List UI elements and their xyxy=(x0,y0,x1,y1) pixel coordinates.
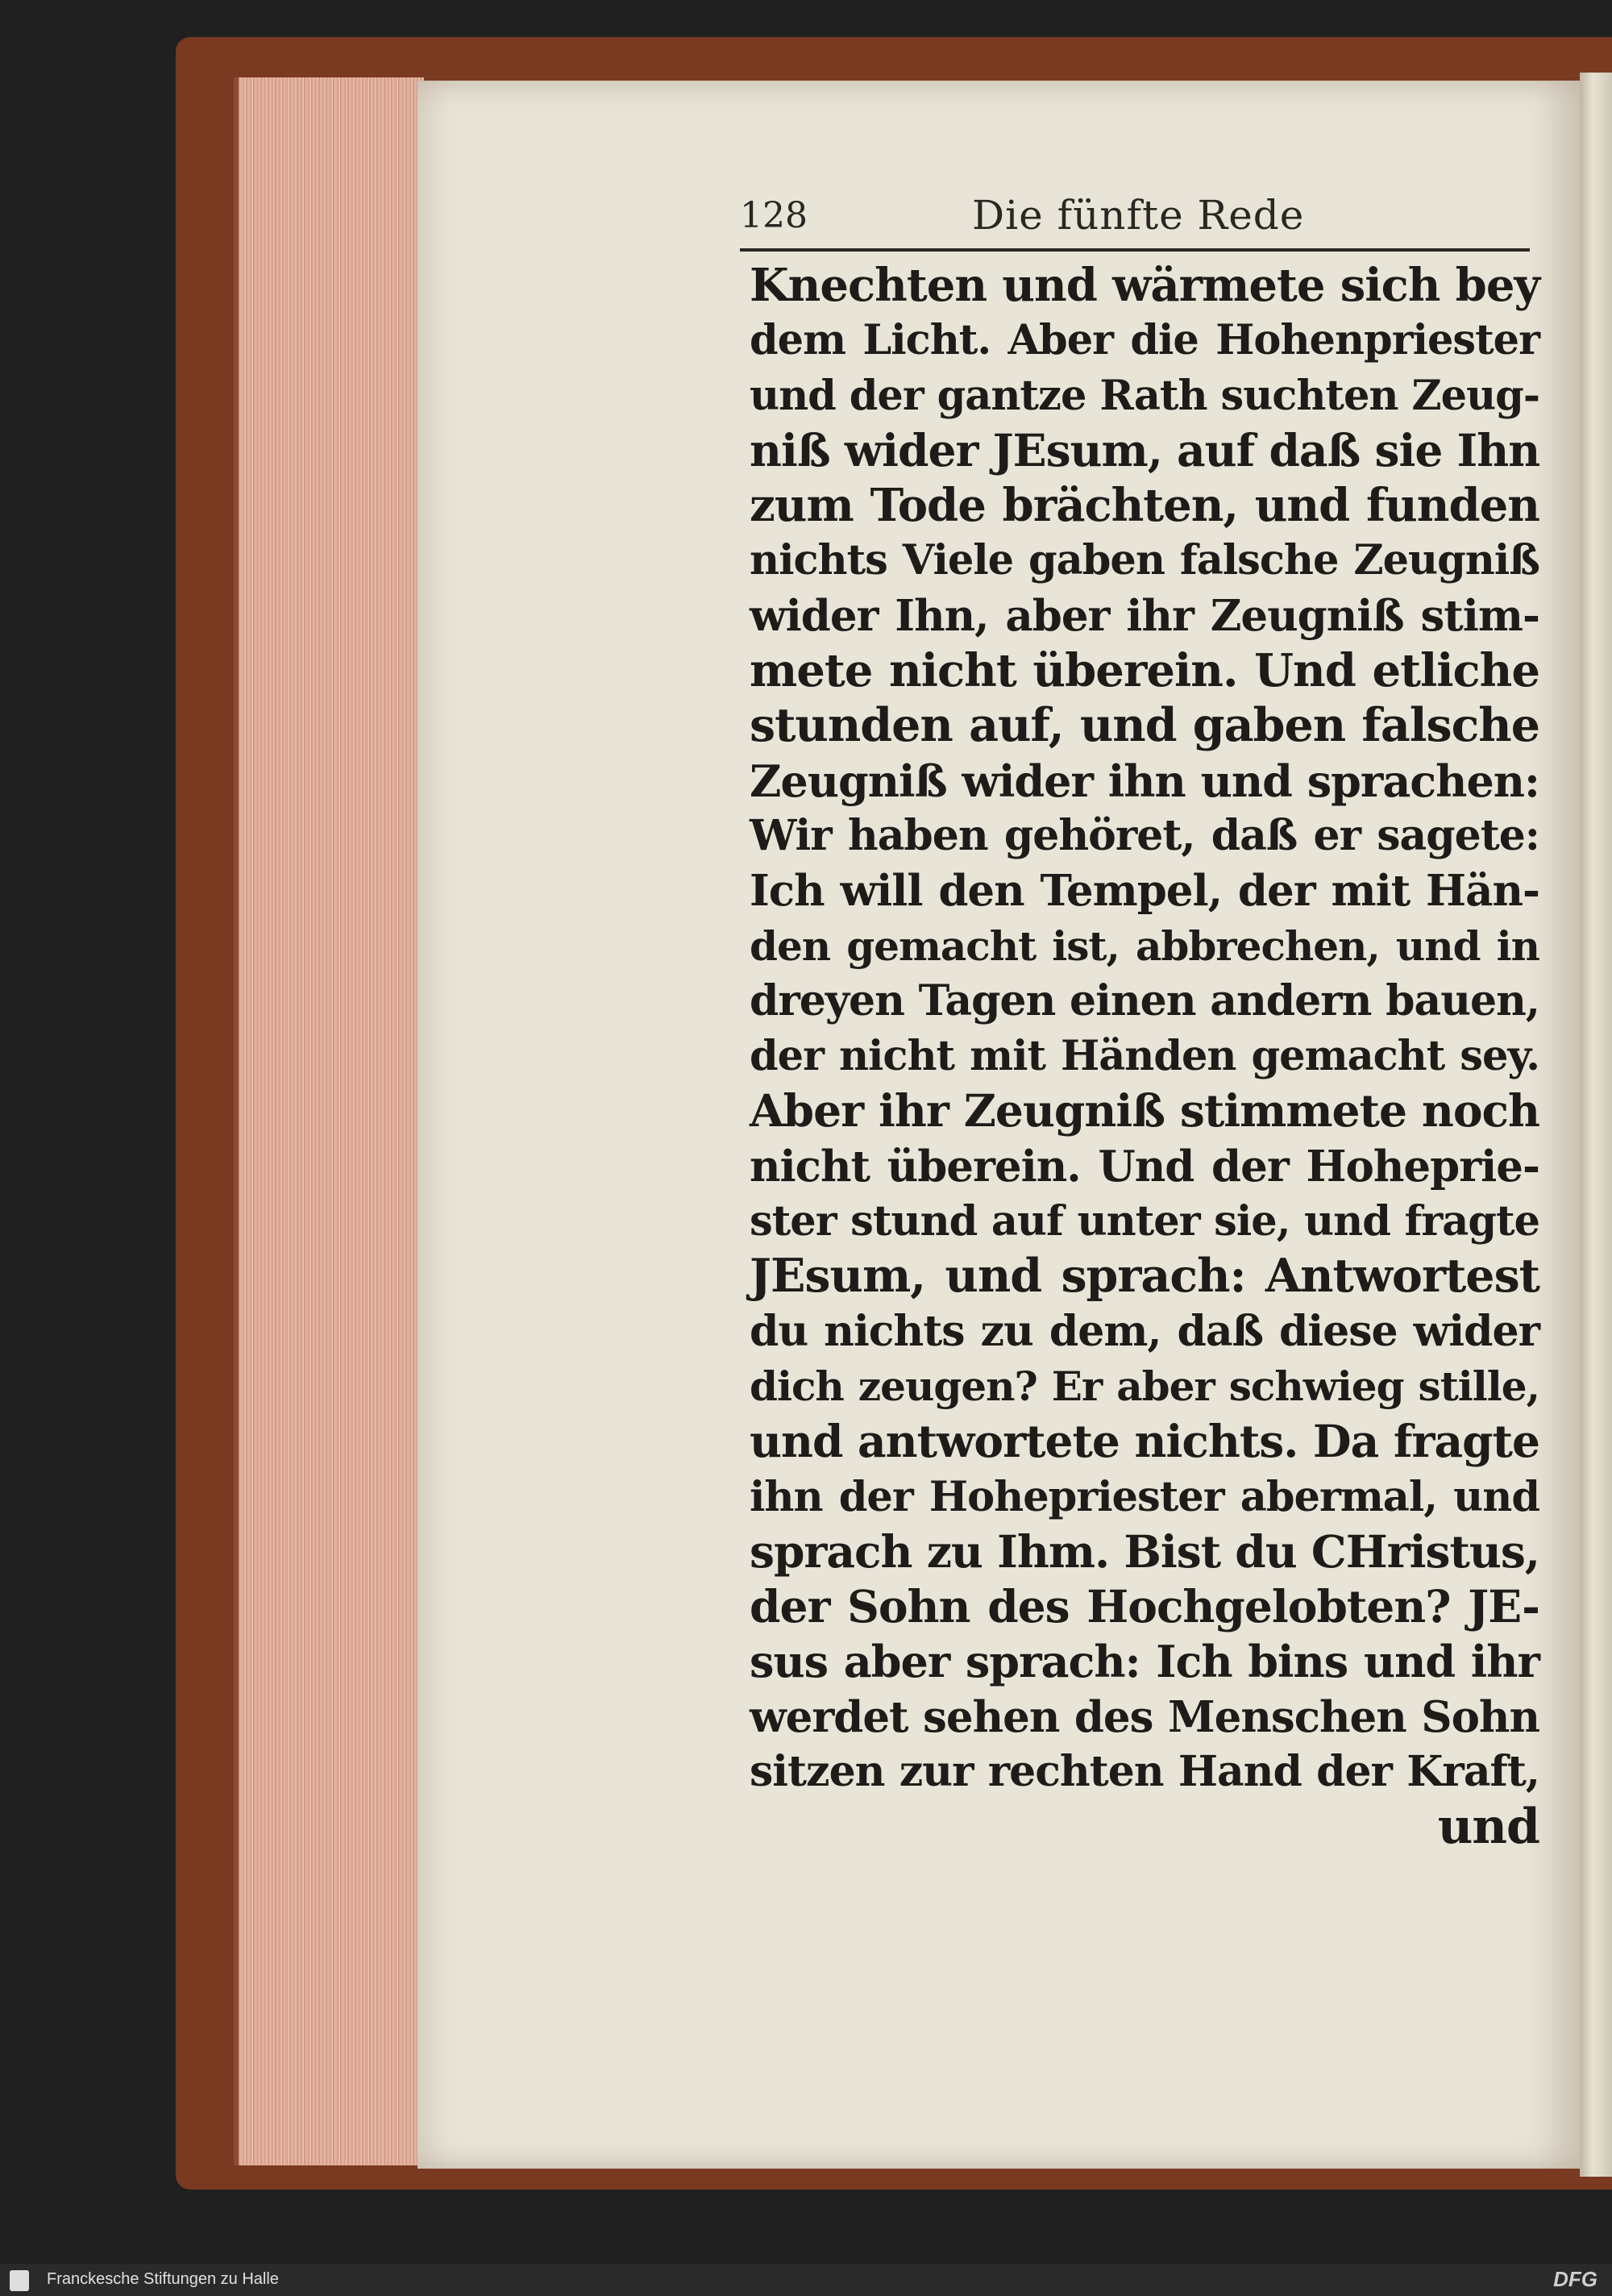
page-edges xyxy=(234,77,424,2165)
text-line: ihn der Hohepriester abermal, und xyxy=(750,1472,1539,1521)
text-line: ster stund auf unter sie, und fragte xyxy=(750,1197,1539,1246)
text-line: niß wider JEsum, auf daß sie Ihn xyxy=(750,423,1540,476)
text-line: dem Licht. Aber die Hohenpriester xyxy=(750,316,1539,365)
text-line: der Sohn des Hochgelobten? JE- xyxy=(750,1580,1539,1633)
text-line: Knechten und wärmete sich bey xyxy=(750,259,1539,312)
dfg-logo: DFG xyxy=(1553,2267,1597,2291)
body-text xyxy=(750,258,1539,1855)
page-gutter xyxy=(1580,73,1612,2177)
running-head xyxy=(740,192,1530,252)
institution-name: Franckesche Stiftungen zu Halle xyxy=(47,2270,279,2288)
catchword: und xyxy=(1437,1799,1539,1856)
text-line: nicht überein. Und der Hoheprie- xyxy=(750,1141,1539,1192)
running-head-title: Die fünfte Rede xyxy=(972,192,1305,239)
text-line: dreyen Tagen einen andern bauen, xyxy=(750,975,1539,1025)
text-line: dich zeugen? Er aber schwieg stille, xyxy=(750,1362,1539,1410)
text-line: Zeugniß wider ihn und sprachen: xyxy=(750,755,1539,807)
text-line: du nichts zu dem, daß diese wider xyxy=(750,1306,1539,1356)
text-line: sprach zu Ihm. Bist du CHristus, xyxy=(750,1524,1539,1578)
text-line: der nicht mit Händen gemacht sey. xyxy=(750,1032,1539,1081)
text-line: und der gantze Rath suchten Zeug- xyxy=(750,371,1539,420)
text-line: sitzen zur rechten Hand der Kraft, xyxy=(750,1747,1539,1797)
text-line: wider Ihn, aber ihr Zeugniß stim- xyxy=(750,590,1539,641)
text-line: Ich will den Tempel, der mit Hän- xyxy=(750,866,1539,917)
text-line: werdet sehen des Menschen Sohn xyxy=(750,1691,1539,1742)
page-number: 128 xyxy=(740,195,808,236)
text-line: mete nicht überein. Und etliche xyxy=(750,644,1539,698)
text-line: nichts Viele gaben falsche Zeugniß xyxy=(750,536,1539,585)
text-line: stunden auf, und gaben falsche xyxy=(750,698,1539,753)
institution-logo-icon xyxy=(10,2270,29,2291)
text-line: Wir haben gehöret, daß er sagete: xyxy=(750,810,1539,860)
text-line: zum Tode brächten, und funden xyxy=(750,479,1539,533)
text-line: JEsum, und sprach: Antwortest xyxy=(750,1249,1539,1304)
text-line: und antwortete nichts. Da fragte xyxy=(750,1415,1539,1468)
viewer-footer xyxy=(0,2264,1612,2296)
text-line: sus aber sprach: Ich bins und ihr xyxy=(750,1636,1539,1688)
text-line: den gemacht ist, abbrechen, und in xyxy=(750,921,1539,970)
text-line: Aber ihr Zeugniß stimmete noch xyxy=(750,1084,1539,1138)
